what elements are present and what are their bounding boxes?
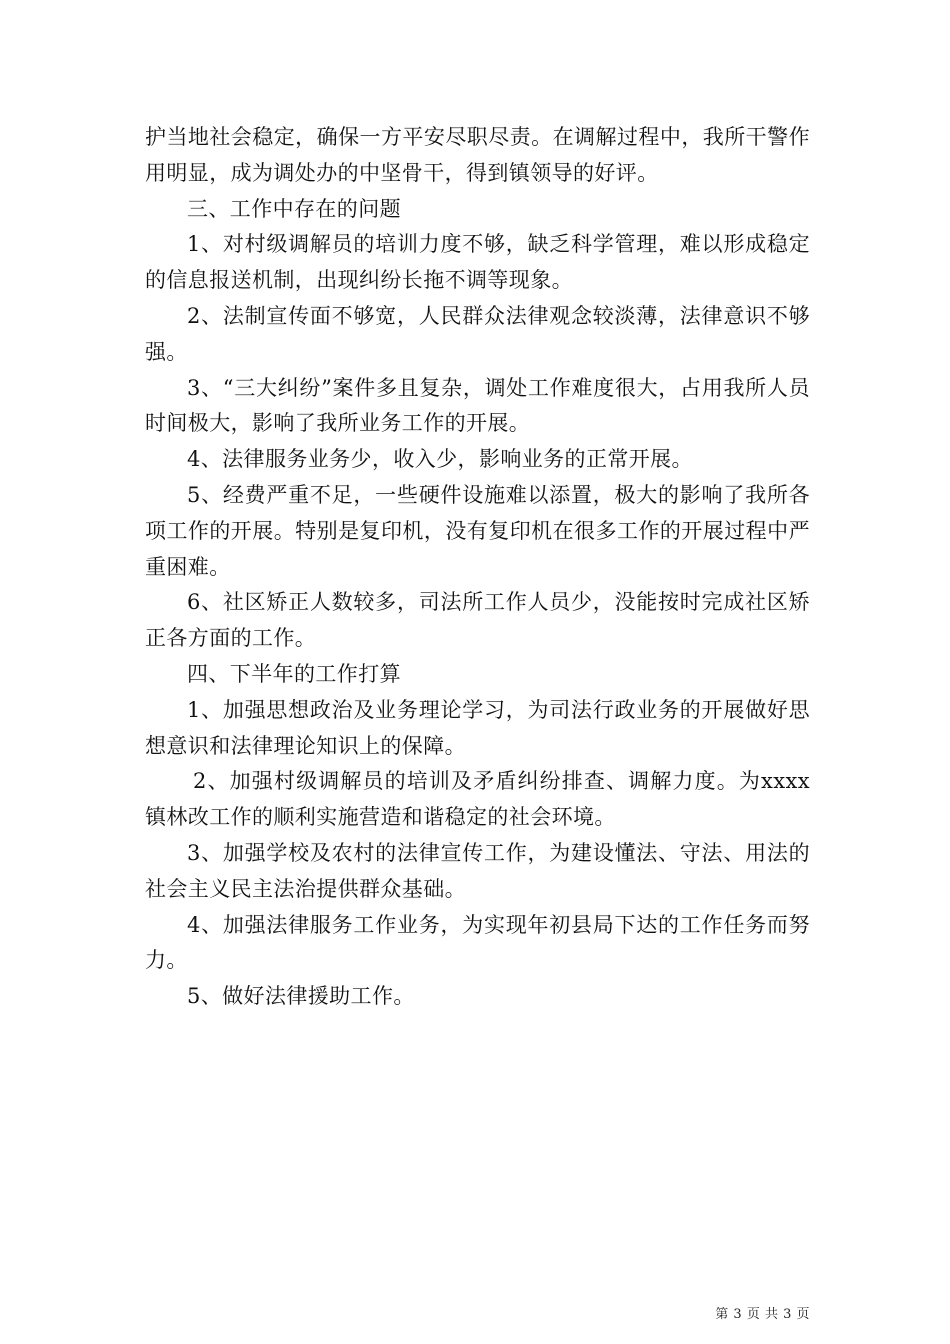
- section-heading-problems: 三、工作中存在的问题: [187, 196, 401, 221]
- problem-item-6: 6、社区矫正人数较多，司法所工作人员少，没能按时完成社区矫正各方面的工作。: [145, 590, 810, 651]
- problem-item-1: 1、对村级调解员的培训力度不够，缺乏科学管理，难以形成稳定的信息报送机制，出现纠纷长拖不调等现象。: [145, 232, 810, 293]
- problem-item-5: 5、经费严重不足，一些硬件设施难以添置，极大的影响了我所各项工作的开展。特别是复印机，没有复印机在很多工作的开展过程中严重困难。: [145, 482, 810, 579]
- problem-item-3: 3、“三大纠纷”案件多且复杂，调处工作难度很大，占用我所人员时间极大，影响了我所业务工作的开展。: [145, 375, 810, 436]
- plan-item-3: 3、加强学校及农村的法律宣传工作，为建设懂法、守法、用法的社会主义民主法治提供群众基础。: [145, 840, 810, 901]
- document-body: [145, 120, 810, 1015]
- problem-item-2: 2、法制宣传面不够宽，人民群众法律观念较淡薄，法律意识不够强。: [145, 303, 810, 364]
- plan-item-4: 4、加强法律服务工作业务，为实现年初县局下达的工作任务而努力。: [145, 912, 810, 973]
- paragraph-continuation: 护当地社会稳定，确保一方平安尽职尽责。在调解过程中，我所干警作用明显，成为调处办的中坚骨干，得到镇领导的好评。: [145, 125, 810, 185]
- plan-item-2: 2、加强村级调解员的培训及矛盾纠纷排查、调解力度。为xxxx镇林改工作的顺利实施营造和谐稳定的社会环境。: [145, 769, 810, 830]
- page-number: 第 3 页 共 3 页: [715, 1307, 810, 1322]
- section-heading-plan: 四、下半年的工作打算: [187, 661, 401, 686]
- plan-item-5: 5、做好法律援助工作。: [187, 984, 415, 1009]
- plan-item-1: 1、加强思想政治及业务理论学习，为司法行政业务的开展做好思想意识和法律理论知识上的保障。: [145, 697, 810, 758]
- problem-item-4: 4、法律服务业务少，收入少，影响业务的正常开展。: [187, 447, 693, 472]
